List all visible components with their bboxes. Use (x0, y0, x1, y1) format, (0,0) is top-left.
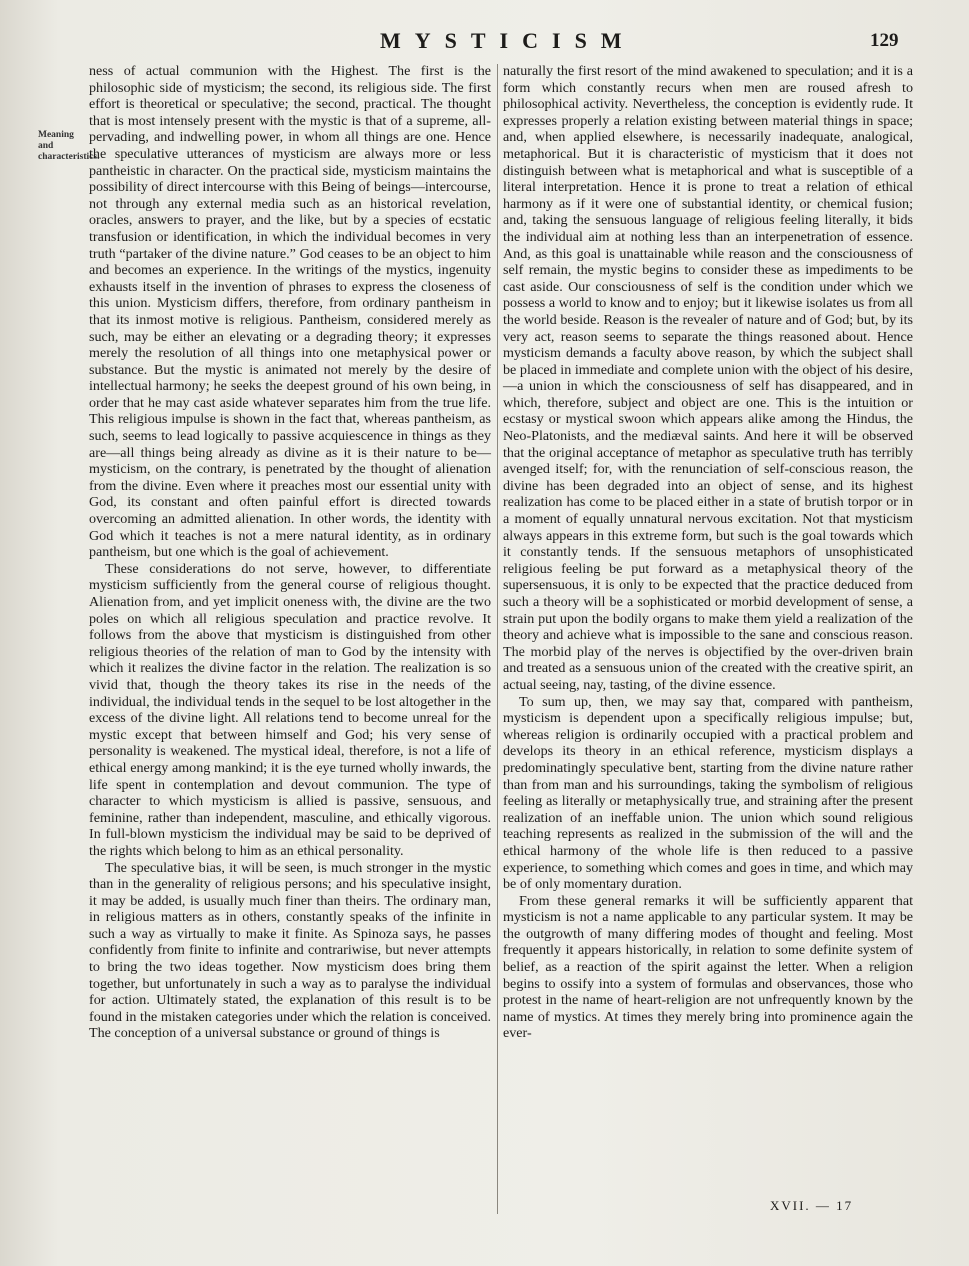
paragraph: ness of actual communion with the Highest. The first is the philosophic side of mysticism; the second, its religious side. The first effort is theoretical or speculative; the second, practical. The thought that is most intensely present with the mystic is that of a supreme, all-pervading, and indwelling power, in whom all things are one. Hence the speculative utterances of mysticism are always more or less pantheistic in character. On the practical side, mysticism maintains the possibility of direct intercourse with this Being of beings—intercourse, not through any external media such as an historical revelation, oracles, answers to prayer, and the like, but by a species of ecstatic transfusion or identification, in which the individual becomes in very truth “partaker of the divine nature.” God ceases to be an object to him and becomes an experience. In the writings of the mystics, ingenuity exhausts itself in the invention of phrases to express the closeness of this union. Mysticism differs, therefore, from ordinary pantheism in that its inmost motive is religious. Pantheism, considered merely as such, may be either an elevating or a degrading theory; it expresses merely the resolution of all things into one metaphysical power or substance. But the mystic is animated not merely by the desire of intellectual harmony; he seeks the deepest ground of his own being, in order that he may cast aside whatever separates him from the true life. This religious impulse is shown in the fact that, whereas pantheism, as such, seems to lead logically to passive acquiescence in things as they are—all things being already as divine as it is their nature to be—mysticism, on the contrary, is penetrated by the thought of alienation from the divine. Even where it preaches most our essential unity with God, its constant and often painful effort is directed towards overcoming an admitted alienation. In other words, the identity with God which it teaches is not a mere natural identity, as in ordinary pantheism, but one which is the goal of achievement. (89, 63, 491, 561)
left-column (89, 63, 491, 1042)
paragraph: From these general remarks it will be sufficiently apparent that mysticism is not a name applicable to any particular system. It may be the outgrowth of many differing modes of thought and feeling. Most frequently it appears historically, in relation to some definite system of belief, as a reaction of the spirit against the letter. When a religion begins to ossify into a system of formulas and observances, those who protest in the name of heart-religion are not unfrequently known by the name of mystics. At times they merely bring into prominence again the ever- (503, 892, 913, 1042)
page-title: MYSTICISM (380, 28, 636, 53)
signature-mark: XVII. — 17 (770, 1198, 854, 1213)
page-number: 129 (870, 30, 899, 51)
column-divider (497, 64, 498, 1214)
right-column (503, 63, 913, 1042)
paragraph: To sum up, then, we may say that, compared with pantheism, mysticism is dependent upon a specifically religious impulse; but, whereas religion is ordinarily occupied with a practical problem and develops its theory in an ethical reference, mysticism displays a predominatingly speculative bent, starting from the divine nature rather than from man and his surroundings, taking the symbolism of religious feeling as literally or metaphysically true, and straining after the present realization of an ineffable union. The union which sound religious teaching represents as realized in the submission of the will and the ethical harmony of the whole life is then reduced to a passive experience, to something which comes and goes in time, and which may be of only momentary duration. (503, 693, 913, 893)
paragraph: The speculative bias, it will be seen, is much stronger in the mystic than in the generality of religious persons; and his speculative insight, it may be added, is usually much finer than theirs. The ordinary man, in religious matters as in others, constantly speaks of the infinite in such a way as virtually to make it finite. As Spinoza says, he passes confidently from finite to infinite and contrariwise, but never attempts to bring the two ideas together. Now mysticism does bring them together, but unfortunately in such a way as to paralyse the individual for action. Ultimately stated, the explanation of this result is to be found in the mistaken categories under which the relation is conceived. The conception of a universal substance or ground of things is (89, 859, 491, 1042)
paragraph: These considerations do not serve, however, to differentiate mysticism sufficiently from the general course of religious thought. Alienation from, and yet implicit oneness with, the divine are the two poles on which all religious speculation and practice revolve. It follows from the above that mysticism is distinguished from other religious theories of the relation of man to God by the intensity with which it realizes the divine factor in the relation. The realization is so vivid that, though the theory takes its rise in the needs of the individual, the individual tends in the sequel to be lost altogether in the excess of the divine light. All relations tend to become unreal for the mystic except that between himself and God; his very sense of personality is weakened. The mystical ideal, therefore, is not a life of ethical energy among mankind; it is the eye turned wholly inwards, the life spent in contemplation and devout communion. The type of character to which mysticism is allied is passive, sensuous, and feminine, rather than independent, masculine, and ethically vigorous. In full-blown mysticism the individual may be said to be deprived of the rights which belong to him as an ethical personality. (89, 560, 491, 859)
paragraph: naturally the first resort of the mind awakened to speculation; and it is a form which constantly recurs when men are roused afresh to philosophical activity. Nevertheless, the conception is evidently rude. It expresses properly a relation existing between material things in space; and, when applied elsewhere, is necessarily inadequate, analogical, metaphorical. But it is characteristic of mysticism that it does not distinguish between what is metaphorical and what is susceptible of a literal interpretation. Hence it is prone to treat a relation of ethical harmony as if it were one of substantial identity, or chemical fusion; and, taking the sensuous language of religious feeling literally, it bids the individual aim at nothing less than an interpenetration of essence. And, as this goal is unattainable while reason and the consciousness of self remain, the mystic begins to consider these as impediments to be cast aside. Our consciousness of self is the condition under which we possess a world to know and to enjoy; but it likewise isolates us from all the world beside. Reason is the revealer of nature and of God; but, by its very act, reason seems to separate the things reasoned about. Hence mysticism demands a faculty above reason, by which the subject shall be placed in immediate and complete union with the object of his desire,—a union in which the consciousness of self has disappeared, and in which, therefore, subject and object are one. This is the intuition or ecstasy or mystical swoon which appears alike among the Hindus, the Neo-Platonists, and the mediæval saints. And here it will be observed that the original acceptance of metaphor as speculative truth has terribly avenged itself; for, with the renunciation of self-conscious reason, the divine has been degraded into an object of sense, and its highest realization has come to be placed either in a state of brutish torpor or in a moment of equally unnatural nervous excitation. Not that mysticism always appears in this extreme form, but such is the goal towards which it constantly tends. If the sensuous metaphors of unsophisticated religious feeling be put forward as a metaphysical theory of the supersensuous, it is only to be expected that the practice deduced from such a theory will be a sophisticated or morbid development of sense, a strain put upon the bodily organs to make them yield a realization of the theory and achieve what is impossible to the sane and conscious reason. The morbid play of the nerves is objectified by the over-driven brain and treated as a sensuous union of the created with the creative spirit, an actual seeing, nay, tasting, of the divine essence. (503, 63, 913, 693)
margin-note: Meaning and characteristics. (38, 130, 100, 162)
running-head (0, 28, 969, 58)
